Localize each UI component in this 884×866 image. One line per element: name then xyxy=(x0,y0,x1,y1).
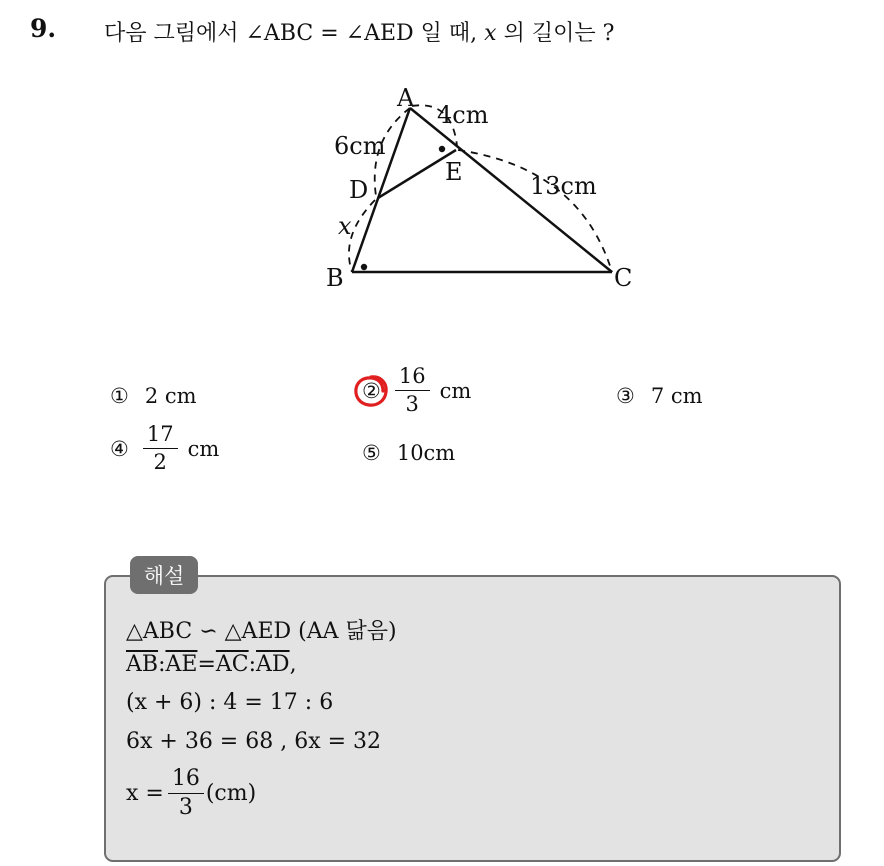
segment-ac: $\overline{AC}$ xyxy=(215,652,249,677)
question-number: 9. xyxy=(30,14,57,43)
question-text-before: 다음 그림에서 ∠ABC = ∠AED 일 때, xyxy=(104,21,485,46)
choice-4-number: ④ xyxy=(110,436,129,461)
line-2-tail: , xyxy=(289,652,297,677)
choice-3-number: ③ xyxy=(616,384,635,408)
angle-mark-b xyxy=(361,264,367,270)
equals: = xyxy=(197,652,216,677)
solution-tag: 해설 xyxy=(130,556,198,594)
choice-2-unit: cm xyxy=(439,378,472,403)
result-unit: (cm) xyxy=(205,781,257,806)
choice-2-numerator: 16 xyxy=(398,364,426,388)
choice-1[interactable] xyxy=(110,384,197,408)
solution-line-2 xyxy=(126,652,297,677)
label-c: C xyxy=(614,264,633,292)
answer-mark-circle xyxy=(353,374,389,408)
label-x: x xyxy=(338,212,352,240)
solution-line-3: (x + 6) : 4 = 17 : 6 xyxy=(126,690,334,715)
label-13cm: 13cm xyxy=(530,172,597,200)
choice-4-denominator: 2 xyxy=(143,448,178,473)
choice-5-value: 10cm xyxy=(396,441,456,465)
label-6cm: 6cm xyxy=(334,132,386,160)
question-text-after: 의 길이는 ? xyxy=(496,21,615,46)
result-numerator: 16 xyxy=(171,766,200,791)
solution-line-4: 6x + 36 = 68 , 6x = 32 xyxy=(126,729,382,754)
question-variable: x xyxy=(484,21,497,46)
segment-ab: $\overline{AB}$ xyxy=(126,652,159,677)
choice-4-fraction xyxy=(145,424,176,473)
choice-3-value: 7 cm xyxy=(650,384,703,408)
colon-1: : xyxy=(158,652,166,677)
choice-2-denominator: 3 xyxy=(395,390,430,415)
choice-4-numerator: 17 xyxy=(146,422,174,446)
solution-line-5 xyxy=(126,768,256,819)
choice-1-value: 2 cm xyxy=(144,384,197,408)
choice-4[interactable] xyxy=(110,424,219,473)
segment-ae: $\overline{AE}$ xyxy=(165,652,198,677)
choice-2-fraction xyxy=(397,366,428,415)
choice-3[interactable] xyxy=(616,384,703,408)
choice-4-unit: cm xyxy=(187,436,220,461)
choice-1-number: ① xyxy=(110,384,129,408)
result-lhs: x = xyxy=(126,781,164,806)
result-fraction xyxy=(170,768,202,819)
choice-5-number: ⑤ xyxy=(362,441,381,465)
triangle-figure xyxy=(0,0,884,330)
label-e: E xyxy=(445,158,463,186)
segment-ad: $\overline{AD}$ xyxy=(256,652,290,677)
result-denominator: 3 xyxy=(168,793,204,819)
label-d: D xyxy=(349,176,369,204)
label-b: B xyxy=(326,264,344,292)
choice-2-number: ② xyxy=(362,378,381,403)
angle-mark-e xyxy=(439,146,445,152)
label-4cm: 4cm xyxy=(437,101,489,129)
arc-db xyxy=(349,200,375,272)
solution-line-1: △ABC ∽ △AED (AA 닮음) xyxy=(126,619,397,644)
choice-5[interactable] xyxy=(362,441,455,465)
label-a: A xyxy=(397,84,415,112)
colon-2: : xyxy=(248,652,257,677)
